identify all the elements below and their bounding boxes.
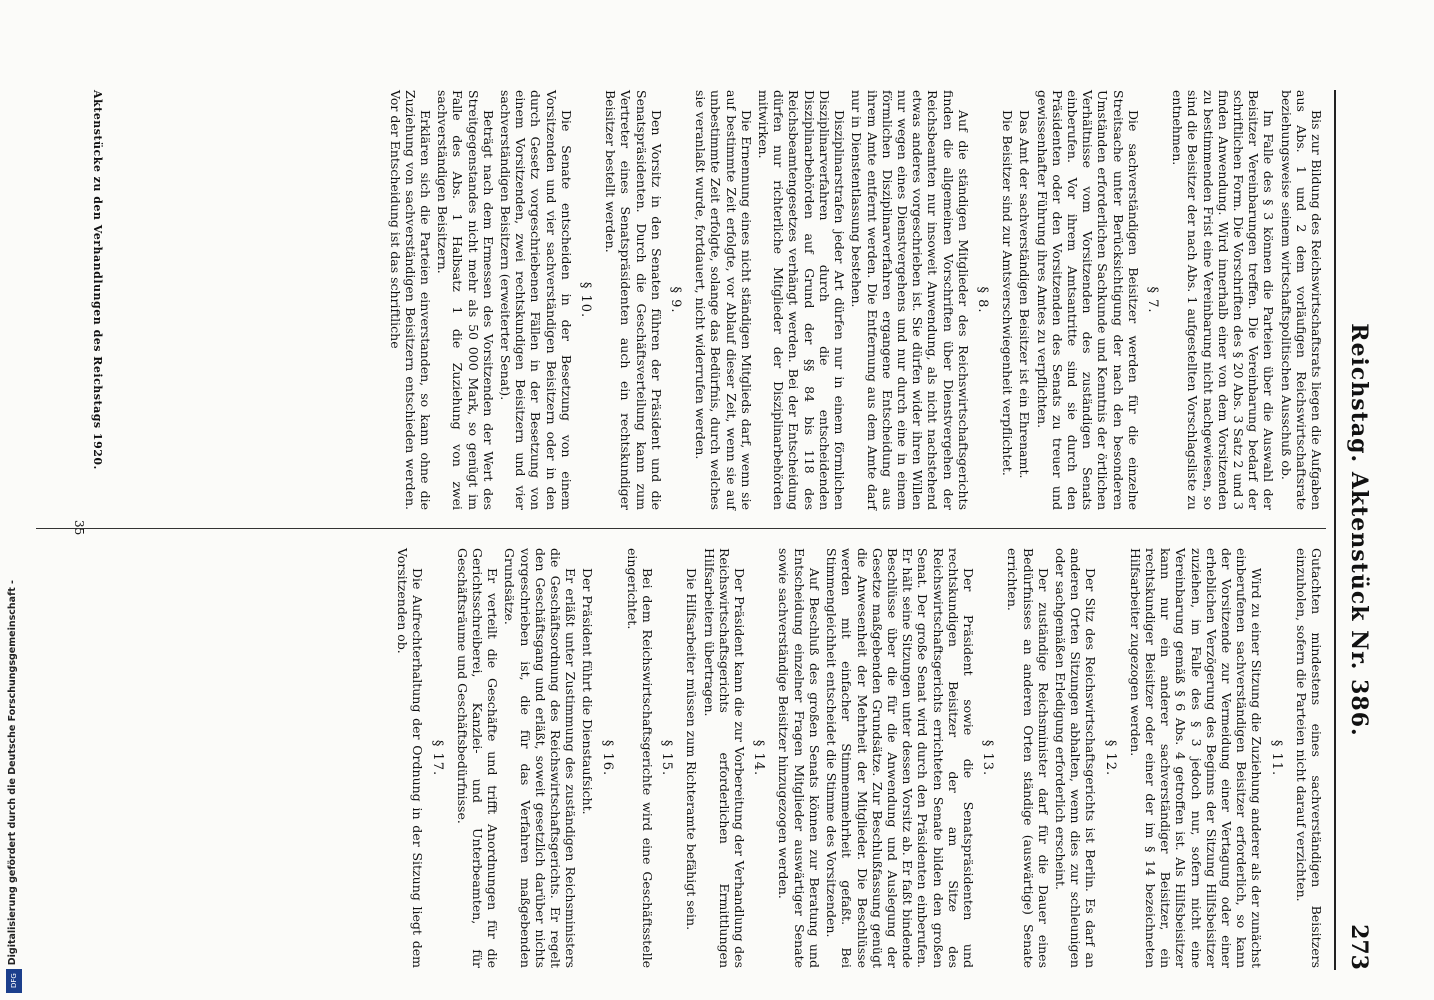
- paragraph: Das Amt der sachverständigen Beisitzer ist ein Ehrenamt.: [1017, 110, 1033, 479]
- section-heading: § 13.: [980, 739, 996, 777]
- paragraph: Wird zu einer Sitzung die Zuziehung anderer als der zunächst einberufenen sachverständigen Beisitzer erforderlich, so kann der Vorsitzende zur Vermeidung einer Vertagung oder einer erheblichen Verzögerung des Beginns der Sitzung Hilfsbeisitzer zuziehen, im Falle des § 3 jedoch nur, sofern nicht eine Vereinbarung gemäß § 6 Abs. 4 getroffen ist. Als Hilfsbeisitzer kann nur ein anderer sachverständiger Beisitzer, ein rechtskundiger Beisitzer oder einer der im § 14 bezeichneten Hilfsarbeiter zugezogen werden.: [1127, 548, 1265, 968]
- page-number: 273: [1346, 924, 1372, 970]
- paragraph: Erklären sich die Parteien einverstanden, so kann ohne die Zuziehung von sachverständigen Beisitzern entschieden werden. Vor der Entscheidung ist das schriftliche: [387, 90, 434, 510]
- column-divider: [36, 528, 1326, 529]
- paragraph: Der Sitz des Reichswirtschaftsgerichts ist Berlin. Es darf an anderen Orten Sitzungen abhalten, wenn dies zur schleunigen oder sachgemäßen Erledigung erforderlich erscheint.: [1052, 548, 1099, 968]
- section-heading: § 8.: [974, 286, 990, 314]
- paragraph: Der Präsident führt die Dienstaufsicht.: [580, 568, 596, 815]
- section-heading: § 17.: [429, 739, 445, 777]
- section-heading: § 9.: [668, 286, 684, 314]
- paragraph: Im Falle des § 3 können die Parteien über die Auswahl der Beisitzer Vereinbarungen treffen. Die Vereinbarung bedarf der schriftlichen Form. Die Vorschriften des § 20 Abs. 3 Satz 2 und 3 finden Anwendung. Wird innerhalb einer von dem Vorsitzenden zu bestimmenden Frist eine Vereinbarung nicht nachgewiesen, so sind die Beisitzer der nach Abs. 1 aufgestellten Vorschlagsliste zu entnehmen.: [1170, 90, 1277, 510]
- header-rule: [1334, 90, 1336, 970]
- paragraph: Bis zur Bildung des Reichswirtschaftsrats liegen die Aufgaben aus Abs. 1 und 2 dem vorläufigen Reichswirtschaftsrate beziehungsweise seinem wirtschaftspolitischen Ausschuß ob.: [1278, 90, 1324, 510]
- section-heading: § 14.: [751, 739, 767, 777]
- section-heading: § 7.: [1144, 286, 1160, 314]
- paragraph: Beträgt nach dem Ermessen des Vorsitzenden der Wert des Streitgegenstandes nicht mehr als 50 000 Mark, so genügt im Falle des Abs. 1 Halbsatz 1 die Zuziehung von zwei sachverständigen Beisitzern.: [435, 90, 496, 510]
- paragraph: Den Vorsitz in den Senaten führen der Präsident und die Senatspräsidenten. Durch die Geschäftsverteilung kann zum Vertreter eines Senatspräsidenten auch ein rechtskundiger Beisitzer bestellt werden.: [603, 90, 664, 510]
- section-heading: § 15.: [659, 739, 675, 777]
- paragraph: Die Hilfsarbeiter müssen zum Richteramte befähigt sein.: [684, 568, 700, 931]
- paragraph: Er erläßt unter Zustimmung des zuständigen Reichsministers die Geschäftsordnung des Reichswirtschaftsgerichts. Er regelt den Geschäftsgang und erläßt, soweit gesetzlich darüber nichts vorgeschrieben ist, die für das Verfahren maßgebenden Grundsätze.: [502, 548, 579, 968]
- paragraph: Auf Beschluß des großen Senats können zur Beratung und Entscheidung einzelner Fragen Mitglieder auswärtiger Senate sowie sachverständige Beisitzer hinzugezogen werden.: [776, 548, 822, 968]
- paragraph: Die Senate entscheiden in der Besetzung von einem Vorsitzenden und vier sachverständigen Beisitzern oder in den durch Gesetz vorgeschriebenen Fällen in der Besetzung von einem Vorsitzenden, zwei rechtskundigen Beisitzern und vier sachverständigen Beisitzern (erweiterter Senat).: [498, 90, 574, 510]
- dfg-logo: DFG: [6, 969, 22, 993]
- paragraph: Die Ernennung eines nicht ständigen Mitglieds darf, wenn sie auf bestimmte Zeit erfolgte, vor Ablauf dieser Zeit, wenn sie auf unbestimmte Zeit erfolgte, solange das Bedürfnis, durch welches sie veranlaßt wurde, fortdauert, nicht widerrufen werden.: [693, 90, 754, 510]
- right-text-column: [393, 548, 1324, 968]
- paragraph: Die Aufrechterhaltung der Ordnung in der Sitzung liegt dem Vorsitzenden ob.: [395, 548, 426, 968]
- page-header: [1336, 90, 1376, 970]
- footer-folio: 35: [72, 520, 86, 536]
- dfg-funding-text: Digitalisierung gefördert durch die Deutsche Forschungsgemeinschaft -: [7, 579, 18, 965]
- section-heading: § 11.: [1268, 739, 1284, 777]
- paragraph: Der zuständige Reichsminister darf für die Dauer eines Bedürfnisses an anderen Orten ständige (auswärtige) Senate errichten.: [1005, 548, 1051, 968]
- paragraph: Gutachten mindestens eines sachverständigen Beisitzers einzuholen, sofern die Parteien nicht darauf verzichten.: [1293, 548, 1324, 968]
- section-heading: § 12.: [1102, 739, 1118, 777]
- paragraph: Bei dem Reichswirtschaftsgerichte wird eine Geschäftsstelle eingerichtet.: [624, 548, 656, 968]
- section-heading: § 16.: [599, 739, 615, 777]
- paragraph: Disziplinarstrafen jeder Art dürfen nur in einem förmlichen Disziplinarverfahren durch die entscheidenden Disziplinarbehörden auf Grund der §§ 84 bis 118 des Reichsbeamtengesetzes verhängt werden. Bei der Entscheidung dürfen nur richterliche Mitglieder der Disziplinarbehörden mitwirken.: [756, 90, 848, 510]
- paragraph: Der Präsident kann die zur Vorbereitung der Verhandlung des Reichswirtschaftsgerichts erforderlichen Ermittlungen Hilfsarbeitern übertragen.: [701, 548, 748, 968]
- paragraph: Die sachverständigen Beisitzer werden für die einzelne Streitsache unter Berücksichtigung der nach den besonderen Umständen erforderlichen Sachkunde und Kenntnis der örtlichen Verhältnisse vom Vorsitzenden des zuständigen Senats einberufen. Vor ihrem Amtsantritte sind sie durch den Präsidenten oder den Vorsitzenden des Senats zu treuer und gewissenhafter Führung ihres Amtes zu verpflichten.: [1034, 90, 1141, 510]
- dfg-margin-note: [5, 579, 23, 995]
- paragraph: Auf die ständigen Mitglieder des Reichswirtschaftsgerichts finden die allgemeinen Vorschriften über Dienstvergehen der Reichsbeamten nur insoweit Anwendung, als nicht nachstehend etwas anderes vorgeschrieben ist. Sie dürfen wider ihren Willen nur wegen eines Dienstvergehens und nur durch eine in einem förmlichen Disziplinarverfahren ergangene Entscheidung aus ihrem Amte entfernt werden. Die Entfernung aus dem Amte darf nur in Dienstentlassung bestehen.: [849, 90, 971, 510]
- page-title: Reichstag. Aktenstück Nr. 386.: [1346, 323, 1372, 737]
- left-text-column: [385, 90, 1324, 510]
- paragraph: Die Beisitzer sind zur Amtsverschwiegenheit verpflichtet.: [1000, 110, 1016, 476]
- paragraph: Der Präsident sowie die Senatspräsidenten und rechtskundigen Beisitzer der am Sitze des Reichswirtschaftsgerichts errichteten Senate bilden den großen Senat. Der große Senat wird durch den Präsidenten einberufen. Er hält seine Sitzungen unter dessen Vorsitz ab. Er faßt bindende Beschlüsse über die für die Anwendung und Auslegung der Gesetze maßgebenden Grundsätze. Zur Beschlußfassung genügt die Anwesenheit der Mehrheit der Mitglieder. Die Beschlüsse werden mit einfacher Stimmenmehrheit gefaßt. Bei Stimmengleichheit entscheidet die Stimme des Vorsitzenden.: [824, 548, 976, 968]
- paragraph: Er verteilt die Geschäfte und trifft Anordnungen für die Gerichtsschreiberei, Kanzlei- und Unterbeamten, für Geschäftsräume und Geschäftsbedürfnisse.: [454, 548, 501, 968]
- section-heading: § 10.: [578, 281, 594, 319]
- footer-source-line: Aktenstücke zu den Verhandlungen des Reichstags 1920.: [91, 90, 104, 470]
